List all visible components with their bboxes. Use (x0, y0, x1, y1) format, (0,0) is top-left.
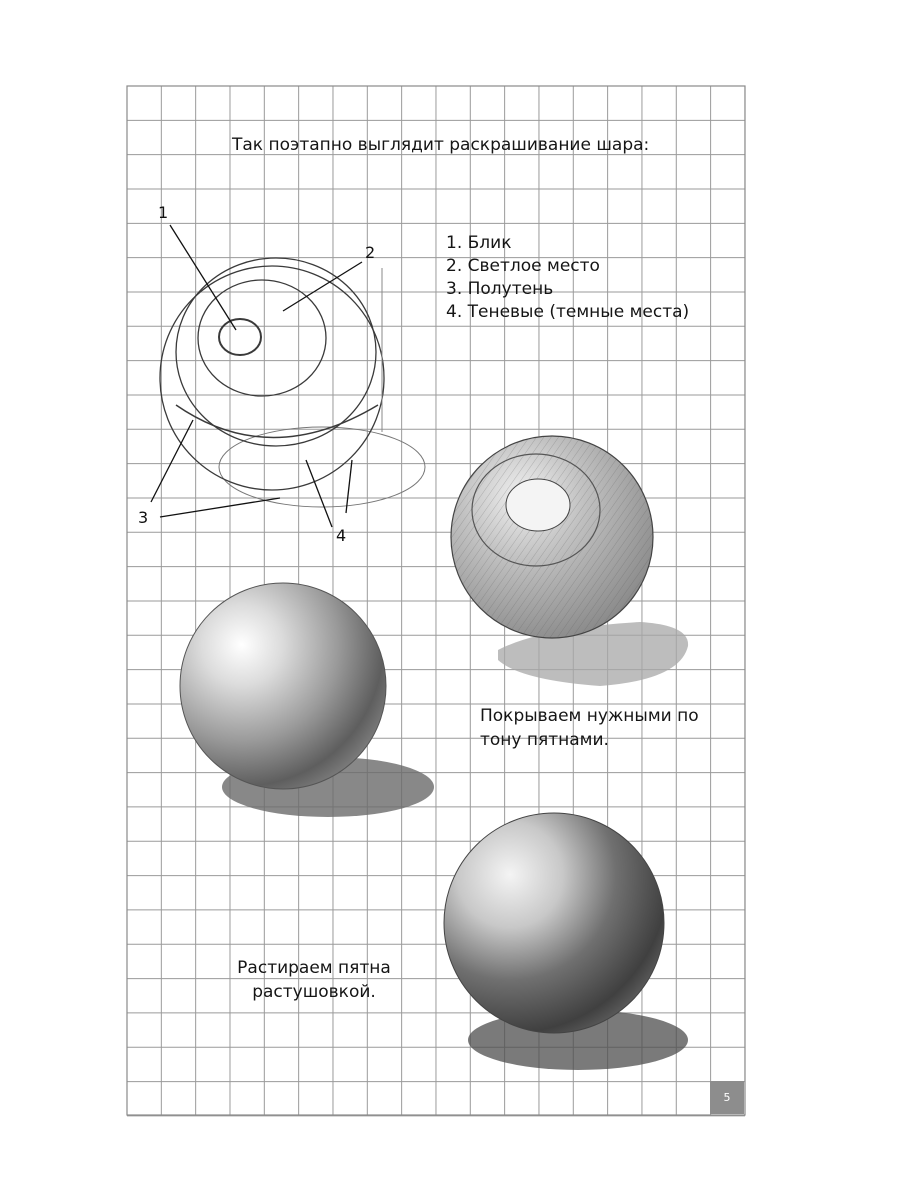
callout-label-2: 2 (365, 243, 376, 262)
sphere-diagram-zones (160, 258, 425, 507)
callout-label-4: 4 (336, 526, 347, 545)
legend-item-shadow: 4. Теневые (темные места) (446, 302, 690, 322)
caption-spots: Покрываем нужными по тону пятнами. (480, 706, 699, 750)
legend-item-halftone: 3. Полутень (446, 279, 554, 299)
legend-item-light-area: 2. Светлое место (446, 256, 600, 276)
callout-lines (151, 225, 362, 527)
page-title: Так поэтапно выглядит раскрашивание шара: (232, 135, 650, 155)
sphere-shaded-spots (180, 583, 434, 817)
sphere-hatched-spots (450, 436, 688, 686)
zone-legend (446, 232, 689, 324)
callout-label-1: 1 (158, 203, 169, 222)
sphere-blended (444, 813, 688, 1070)
callout-label-3: 3 (138, 508, 149, 527)
page-number: 5 (710, 1081, 744, 1114)
legend-item-highlight: 1. Блик (446, 233, 512, 253)
caption-blend: Растираем пятна растушовкой. (237, 958, 391, 1002)
